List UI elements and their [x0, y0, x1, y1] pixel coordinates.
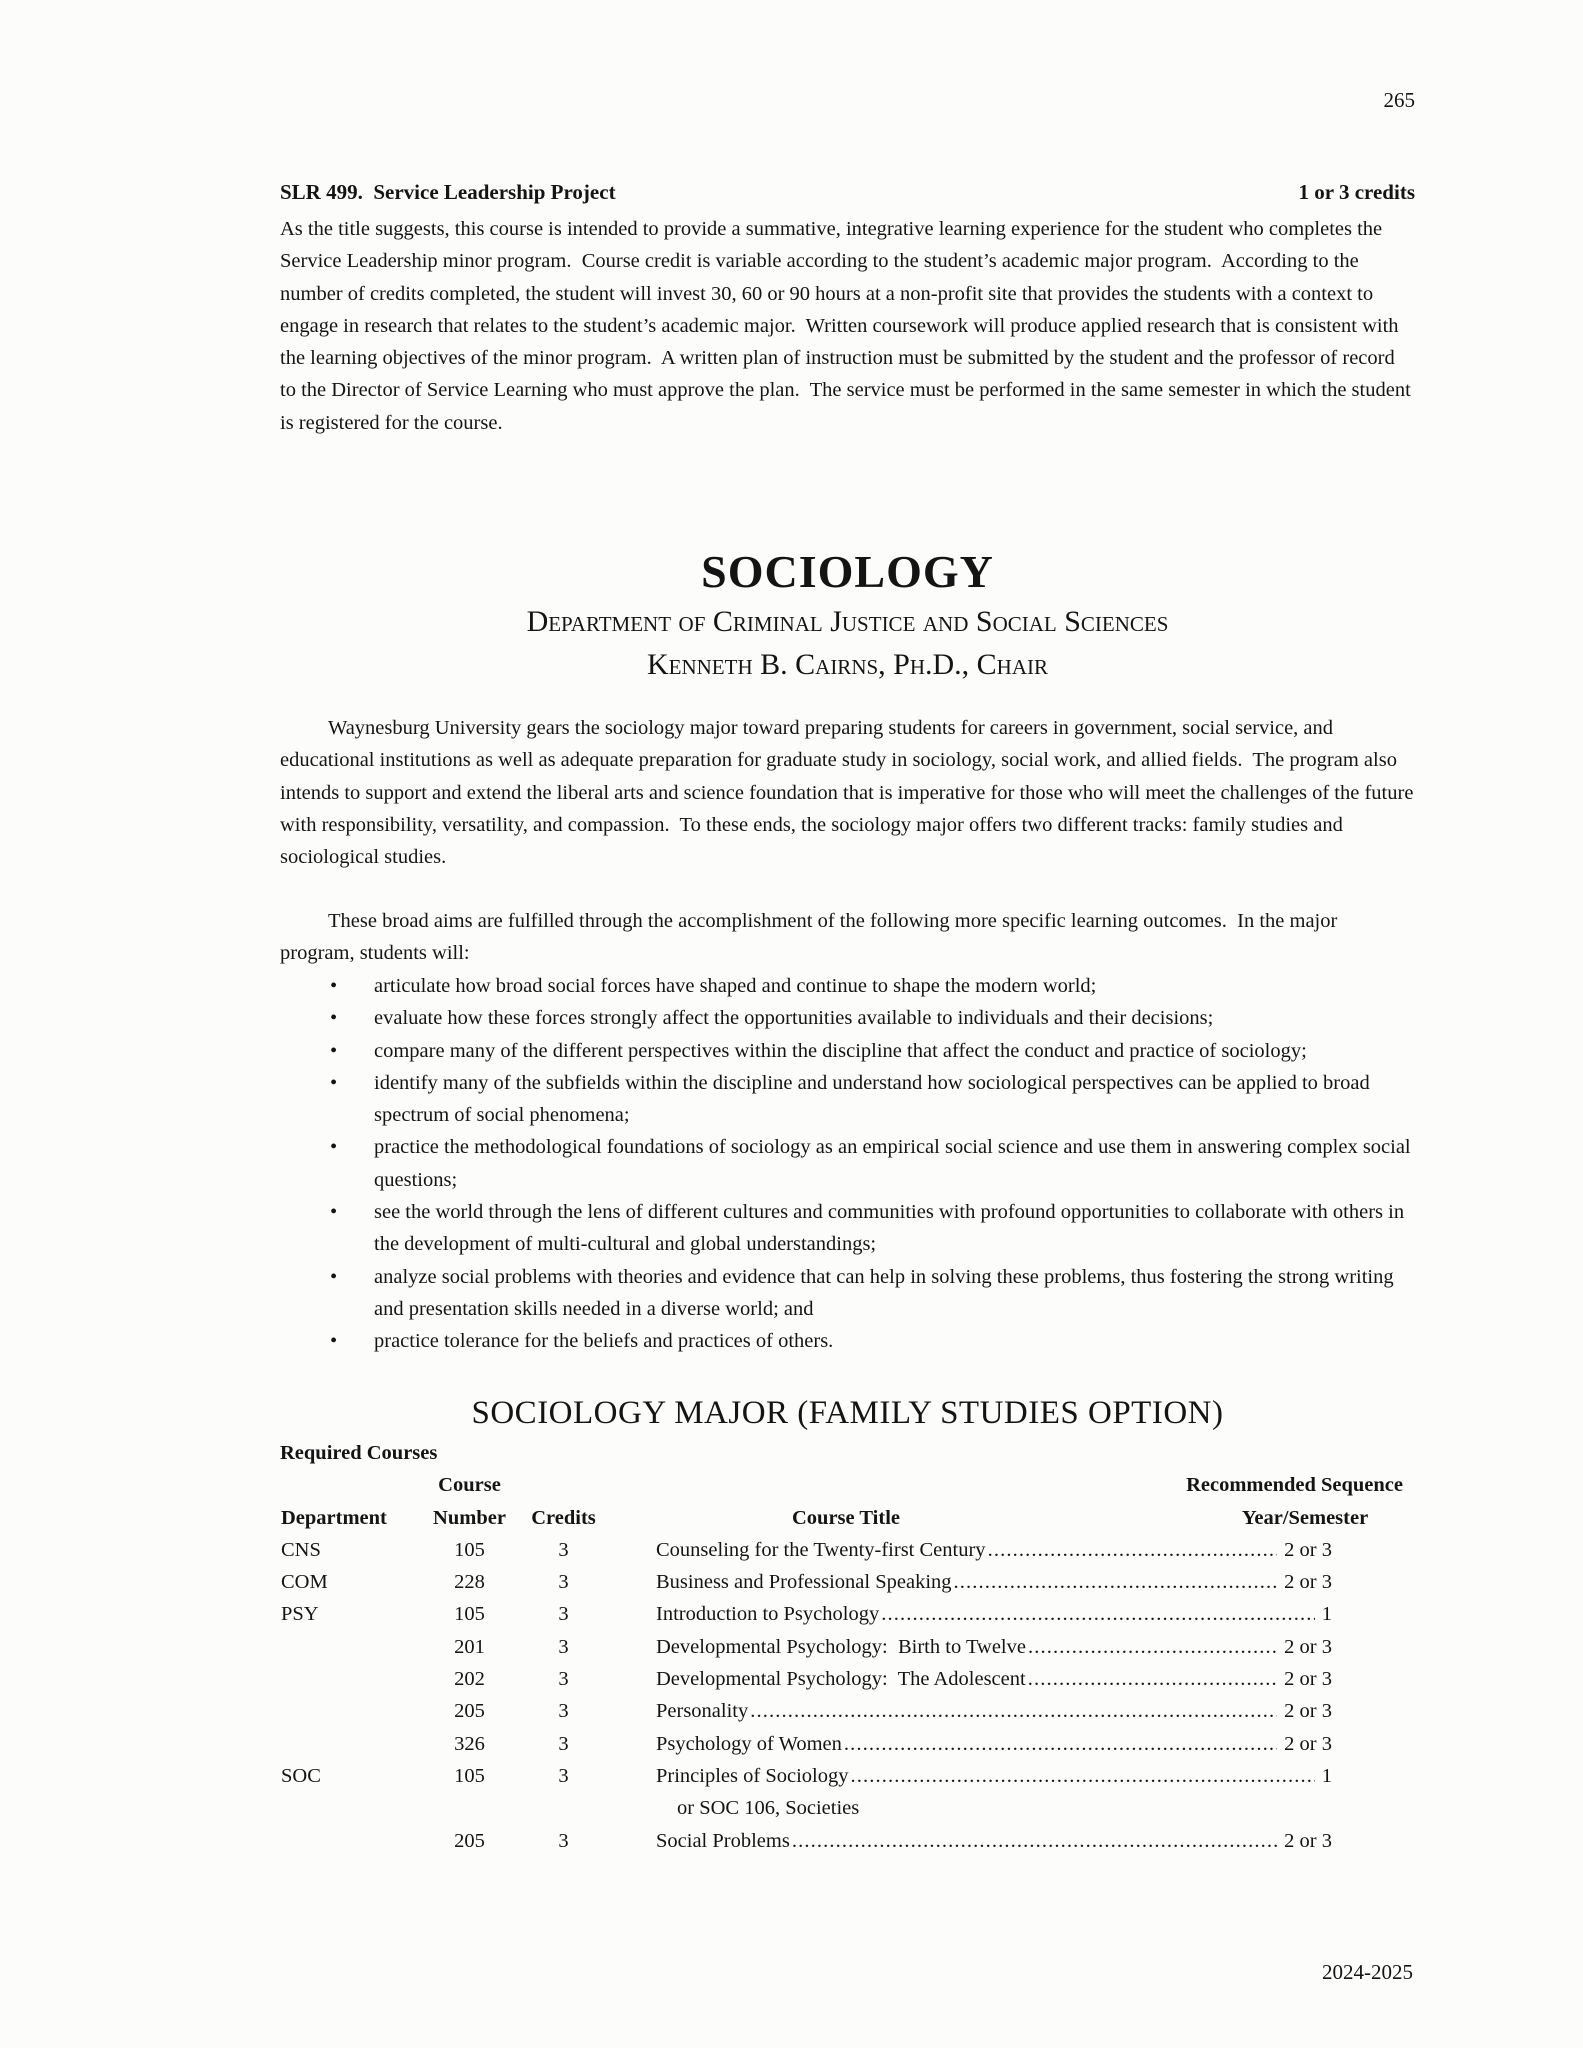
leader-dots	[988, 1534, 1278, 1566]
course-header: Course	[438, 1474, 501, 1497]
table-row	[280, 1825, 1415, 1857]
sequence-cell: 2 or 3	[1284, 1635, 1332, 1658]
page-number: 265	[1383, 88, 1415, 112]
title-cell	[656, 1663, 1332, 1695]
title-cell	[656, 1695, 1332, 1727]
credits-cell: 3	[558, 1668, 569, 1691]
bullet-icon: •	[330, 1136, 338, 1159]
sequence-cell: 2 or 3	[1284, 1668, 1332, 1691]
leader-dots	[954, 1566, 1278, 1598]
title-cell	[656, 1825, 1332, 1857]
leader-dots	[844, 1728, 1277, 1760]
credits-cell: 3	[558, 1732, 569, 1755]
title-cell	[656, 1566, 1332, 1598]
number-cell: 326	[454, 1732, 485, 1755]
sequence-cell: 2 or 3	[1284, 1700, 1332, 1723]
credits-cell: 3	[558, 1764, 569, 1787]
course-title-text: Introduction to Psychology	[656, 1603, 880, 1626]
sequence-cell: 2 or 3	[1284, 1538, 1332, 1561]
sequence-cell: 1	[1321, 1603, 1332, 1626]
number-cell: 201	[454, 1635, 485, 1658]
leader-dots	[792, 1825, 1277, 1857]
department-heading: Department of Criminal Justice and Social Sciences	[526, 605, 1169, 638]
outcome-text: see the world through the lens of different cultures and communities with profound opportunities to collaborate with others in the development of multi-cultural and global understandings;	[374, 1201, 1405, 1256]
number-cell: 105	[454, 1538, 485, 1561]
course-title-text: Developmental Psychology: Birth to Twelve	[656, 1635, 1026, 1658]
credits-cell: 3	[558, 1829, 569, 1852]
outcome-item	[280, 1196, 1415, 1261]
dept-cell: COM	[281, 1571, 328, 1594]
course-title-text: Psychology of Women	[656, 1732, 842, 1755]
table-header-row-1	[280, 1469, 1415, 1501]
bullet-icon: •	[330, 1007, 338, 1030]
outcome-text: practice tolerance for the beliefs and practices of others.	[374, 1330, 834, 1353]
title-cell	[656, 1598, 1332, 1630]
slr-course-title: SLR 499. Service Leadership Project	[280, 180, 616, 204]
table-row	[280, 1728, 1415, 1760]
dept-cell: SOC	[281, 1764, 321, 1787]
credits-cell: 3	[558, 1571, 569, 1594]
year-semester-header: Year/Semester	[1241, 1506, 1369, 1529]
slr-course-description: As the title suggests, this course is intended to provide a summative, integrative learning experience for the student who completes the Service Leadership minor program. Course credit is variable according to the student’s academic major program. According to the number of credits completed, the student will invest 30, 60 or 90 hours at a non-profit site that provides the students with a context to engage in research that relates to the student’s academic major. Written coursework will produce applied research that is consistent with the learning objectives of the minor program. A written plan of instruction must be submitted by the student and the professor of record to the Director of Service Learning who must approve the plan. The service must be performed in the same semester in which the student is registered for the course.	[280, 218, 1416, 434]
table-row	[280, 1760, 1415, 1792]
outcome-item	[280, 1002, 1415, 1034]
outcome-item	[280, 970, 1415, 1002]
dept-cell: CNS	[281, 1538, 321, 1561]
sequence-cell: 2 or 3	[1284, 1732, 1332, 1755]
slr-course-block	[280, 180, 1415, 439]
title-cell	[656, 1534, 1332, 1566]
title-cell	[677, 1792, 1332, 1824]
outcome-text: analyze social problems with theories and evidence that can help in solving these problems, thus fostering the strong writing and presentation skills needed in a diverse world; and	[374, 1265, 1394, 1320]
credits-cell: 3	[558, 1700, 569, 1723]
leader-dots	[881, 1598, 1315, 1630]
credits-cell: 3	[558, 1603, 569, 1626]
course-title-header: Course Title	[791, 1506, 900, 1529]
credits-cell: 3	[558, 1635, 569, 1658]
leader-dots	[1028, 1631, 1277, 1663]
bullet-icon: •	[330, 1265, 338, 1288]
sequence-cell: 1	[1321, 1764, 1332, 1787]
outcome-item	[280, 1131, 1415, 1196]
leader-dots	[1028, 1663, 1277, 1695]
footer-year: 2024-2025	[1322, 1960, 1413, 1984]
table-row	[280, 1695, 1415, 1727]
outcome-item	[280, 1035, 1415, 1067]
outcomes-intro-paragraph: These broad aims are fulfilled through the accomplishment of the following more specific learning outcomes. In the major program, students will:	[280, 910, 1343, 965]
number-cell: 202	[454, 1668, 485, 1691]
slr-course-credits: 1 or 3 credits	[1298, 180, 1415, 204]
number-cell: 205	[454, 1829, 485, 1852]
bullet-icon: •	[330, 1071, 338, 1094]
number-cell: 105	[454, 1603, 485, 1626]
number-header: Number	[433, 1506, 506, 1529]
slr-course-heading	[280, 180, 1415, 213]
table-row	[280, 1598, 1415, 1630]
bullet-icon: •	[330, 1039, 338, 1062]
number-cell: 228	[454, 1571, 485, 1594]
number-cell: 205	[454, 1700, 485, 1723]
table-row	[280, 1792, 1415, 1824]
sequence-cell: 2 or 3	[1284, 1829, 1332, 1852]
course-title-text: or SOC 106, Societies	[677, 1797, 860, 1820]
course-title-text: Social Problems	[656, 1829, 790, 1852]
table-row	[280, 1566, 1415, 1598]
outcome-text: compare many of the different perspectives within the discipline that affect the conduct and practice of sociology;	[374, 1039, 1307, 1062]
title-cell	[656, 1631, 1332, 1663]
table-header-row-2	[280, 1502, 1415, 1534]
department-header: Department	[281, 1506, 387, 1529]
required-courses-label: Required Courses	[280, 1442, 438, 1464]
outcome-text: practice the methodological foundations of sociology as an empirical social science and use them in answering complex social questions;	[374, 1136, 1411, 1191]
title-cell	[656, 1728, 1332, 1760]
course-title-text: Developmental Psychology: The Adolescent	[656, 1668, 1026, 1691]
credits-header: Credits	[531, 1506, 596, 1529]
table-row	[280, 1534, 1415, 1566]
sequence-cell: 2 or 3	[1284, 1571, 1332, 1594]
table-row	[280, 1631, 1415, 1663]
title-cell	[656, 1760, 1332, 1792]
outcome-item	[280, 1325, 1415, 1357]
leader-dots	[850, 1760, 1314, 1792]
recommended-sequence-header: Recommended Sequence	[1186, 1474, 1403, 1497]
table-row	[280, 1663, 1415, 1695]
major-section-heading: SOCIOLOGY MAJOR (FAMILY STUDIES OPTION)	[471, 1395, 1224, 1431]
sociology-title: SOCIOLOGY	[701, 546, 994, 597]
credits-cell: 3	[558, 1538, 569, 1561]
outcome-text: identify many of the subfields within the discipline and understand how sociological perspectives can be applied to broad spectrum of social phenomena;	[374, 1071, 1370, 1127]
outcomes-list	[280, 970, 1415, 1358]
course-title-text: Business and Professional Speaking	[656, 1571, 952, 1594]
course-title-text: Counseling for the Twenty-first Century	[656, 1538, 986, 1561]
dept-cell: PSY	[281, 1603, 319, 1626]
bullet-icon: •	[330, 1201, 338, 1224]
bullet-icon: •	[330, 975, 338, 997]
chair-heading: Kenneth B. Cairns, Ph.D., Chair	[646, 648, 1049, 681]
required-courses-table	[280, 1437, 1415, 1857]
course-title-text: Personality	[656, 1700, 749, 1723]
intro-paragraph: Waynesburg University gears the sociology major toward preparing students for careers in government, social service, and educational institutions as well as adequate preparation for graduate study in sociology, social work, and allied fields. The program also intends to support and extend the liberal arts and science foundation that is imperative for those who will meet the challenges of the future with responsibility, versatility, and compassion. To these ends, the sociology major offers two different tracks: family studies and sociological studies.	[280, 717, 1419, 869]
outcome-text: evaluate how these forces strongly affect the opportunities available to individuals and their decisions;	[374, 1007, 1214, 1030]
course-title-text: Principles of Sociology	[656, 1764, 849, 1787]
leader-dots	[750, 1695, 1277, 1727]
outcome-item	[280, 1067, 1415, 1132]
outcome-item	[280, 1261, 1415, 1326]
number-cell: 105	[454, 1764, 485, 1787]
outcome-text: articulate how broad social forces have shaped and continue to shape the modern world;	[374, 975, 1097, 997]
bullet-icon: •	[330, 1330, 338, 1353]
